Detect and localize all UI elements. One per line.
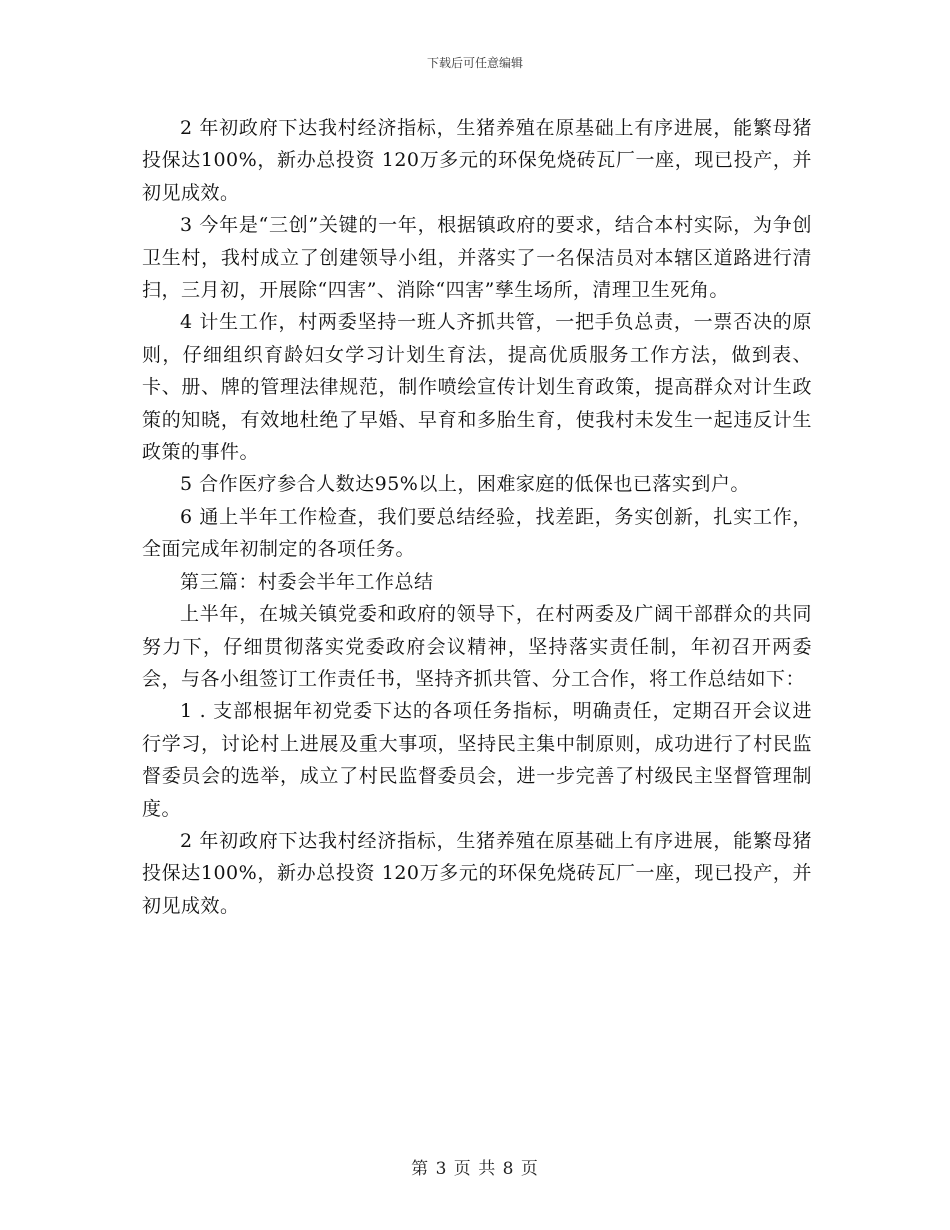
document-body xyxy=(142,112,812,922)
paragraph-review: 6 通上半年工作检查，我们要总结经验，找差距，务实创新，扎实工作，全面完成年初制定的各项任务。 xyxy=(142,505,812,561)
paragraph-economy: 2 年初政府下达我村经济指标，生猪养殖在原基础上有序进展，能繁母猪投保达100%，新办总投资 120万多元的环保免烧砖瓦厂一座，现已投产，并初见成效。 xyxy=(142,117,812,204)
paragraph-sanitation: 3 今年是“三创”关键的一年，根据镇政府的要求，结合本村实际，为争创卫生村，我村成立了创建领导小组，并落实了一名保洁员对本辖区道路进行清扫，三月初，开展除“四害”、消除“四害”孳生场所，清理卫生死角。 xyxy=(142,214,812,302)
paragraph-family-planning: 4 计生工作，村两委坚持一班人齐抓共管，一把手负总责，一票否决的原则，仔细组织育龄妇女学习计划生育法，提高优质服务工作方法，做到表、卡、册、牌的管理法律规范，制作喷绘宣传计划生育政策，提高群众对计生政策的知晓，有效地杜绝了早婚、早育和多胎生育，使我村未发生一起违反计生政策的事件。 xyxy=(142,311,812,464)
paragraph-medical: 5 合作医疗参合人数达95%以上，困难家庭的低保也已落实到户。 xyxy=(180,473,750,496)
section-title: 第三篇：村委会半年工作总结 xyxy=(180,570,434,593)
page-header: 下载后可任意编辑 xyxy=(426,56,523,70)
page-number: 第 3 页 共 8 页 xyxy=(411,1159,539,1179)
paragraph-economy-repeat: 2 年初政府下达我村经济指标，生猪养殖在原基础上有序进展，能繁母猪投保达100%，新办总投资 120万多元的环保免烧砖瓦厂一座，现已投产，并初见成效。 xyxy=(142,829,812,917)
paragraph-branch: 1 . 支部根据年初党委下达的各项任务指标，明确责任，定期召开会议进行学习，讨论村上进展及重大事项，坚持民主集中制原则，成功进行了村民监督委员会的选举，成立了村民监督委员会，进一步完善了村级民主坚督管理制度。 xyxy=(142,700,812,820)
paragraph-intro: 上半年，在城关镇党委和政府的领导下，在村两委及广阔干部群众的共同努力下，仔细贯彻落实党委政府会议精神，坚持落实责任制，年初召开两委会，与各小组签订工作责任书，坚持齐抓共管、分工合作，将工作总结如下： xyxy=(142,603,812,690)
